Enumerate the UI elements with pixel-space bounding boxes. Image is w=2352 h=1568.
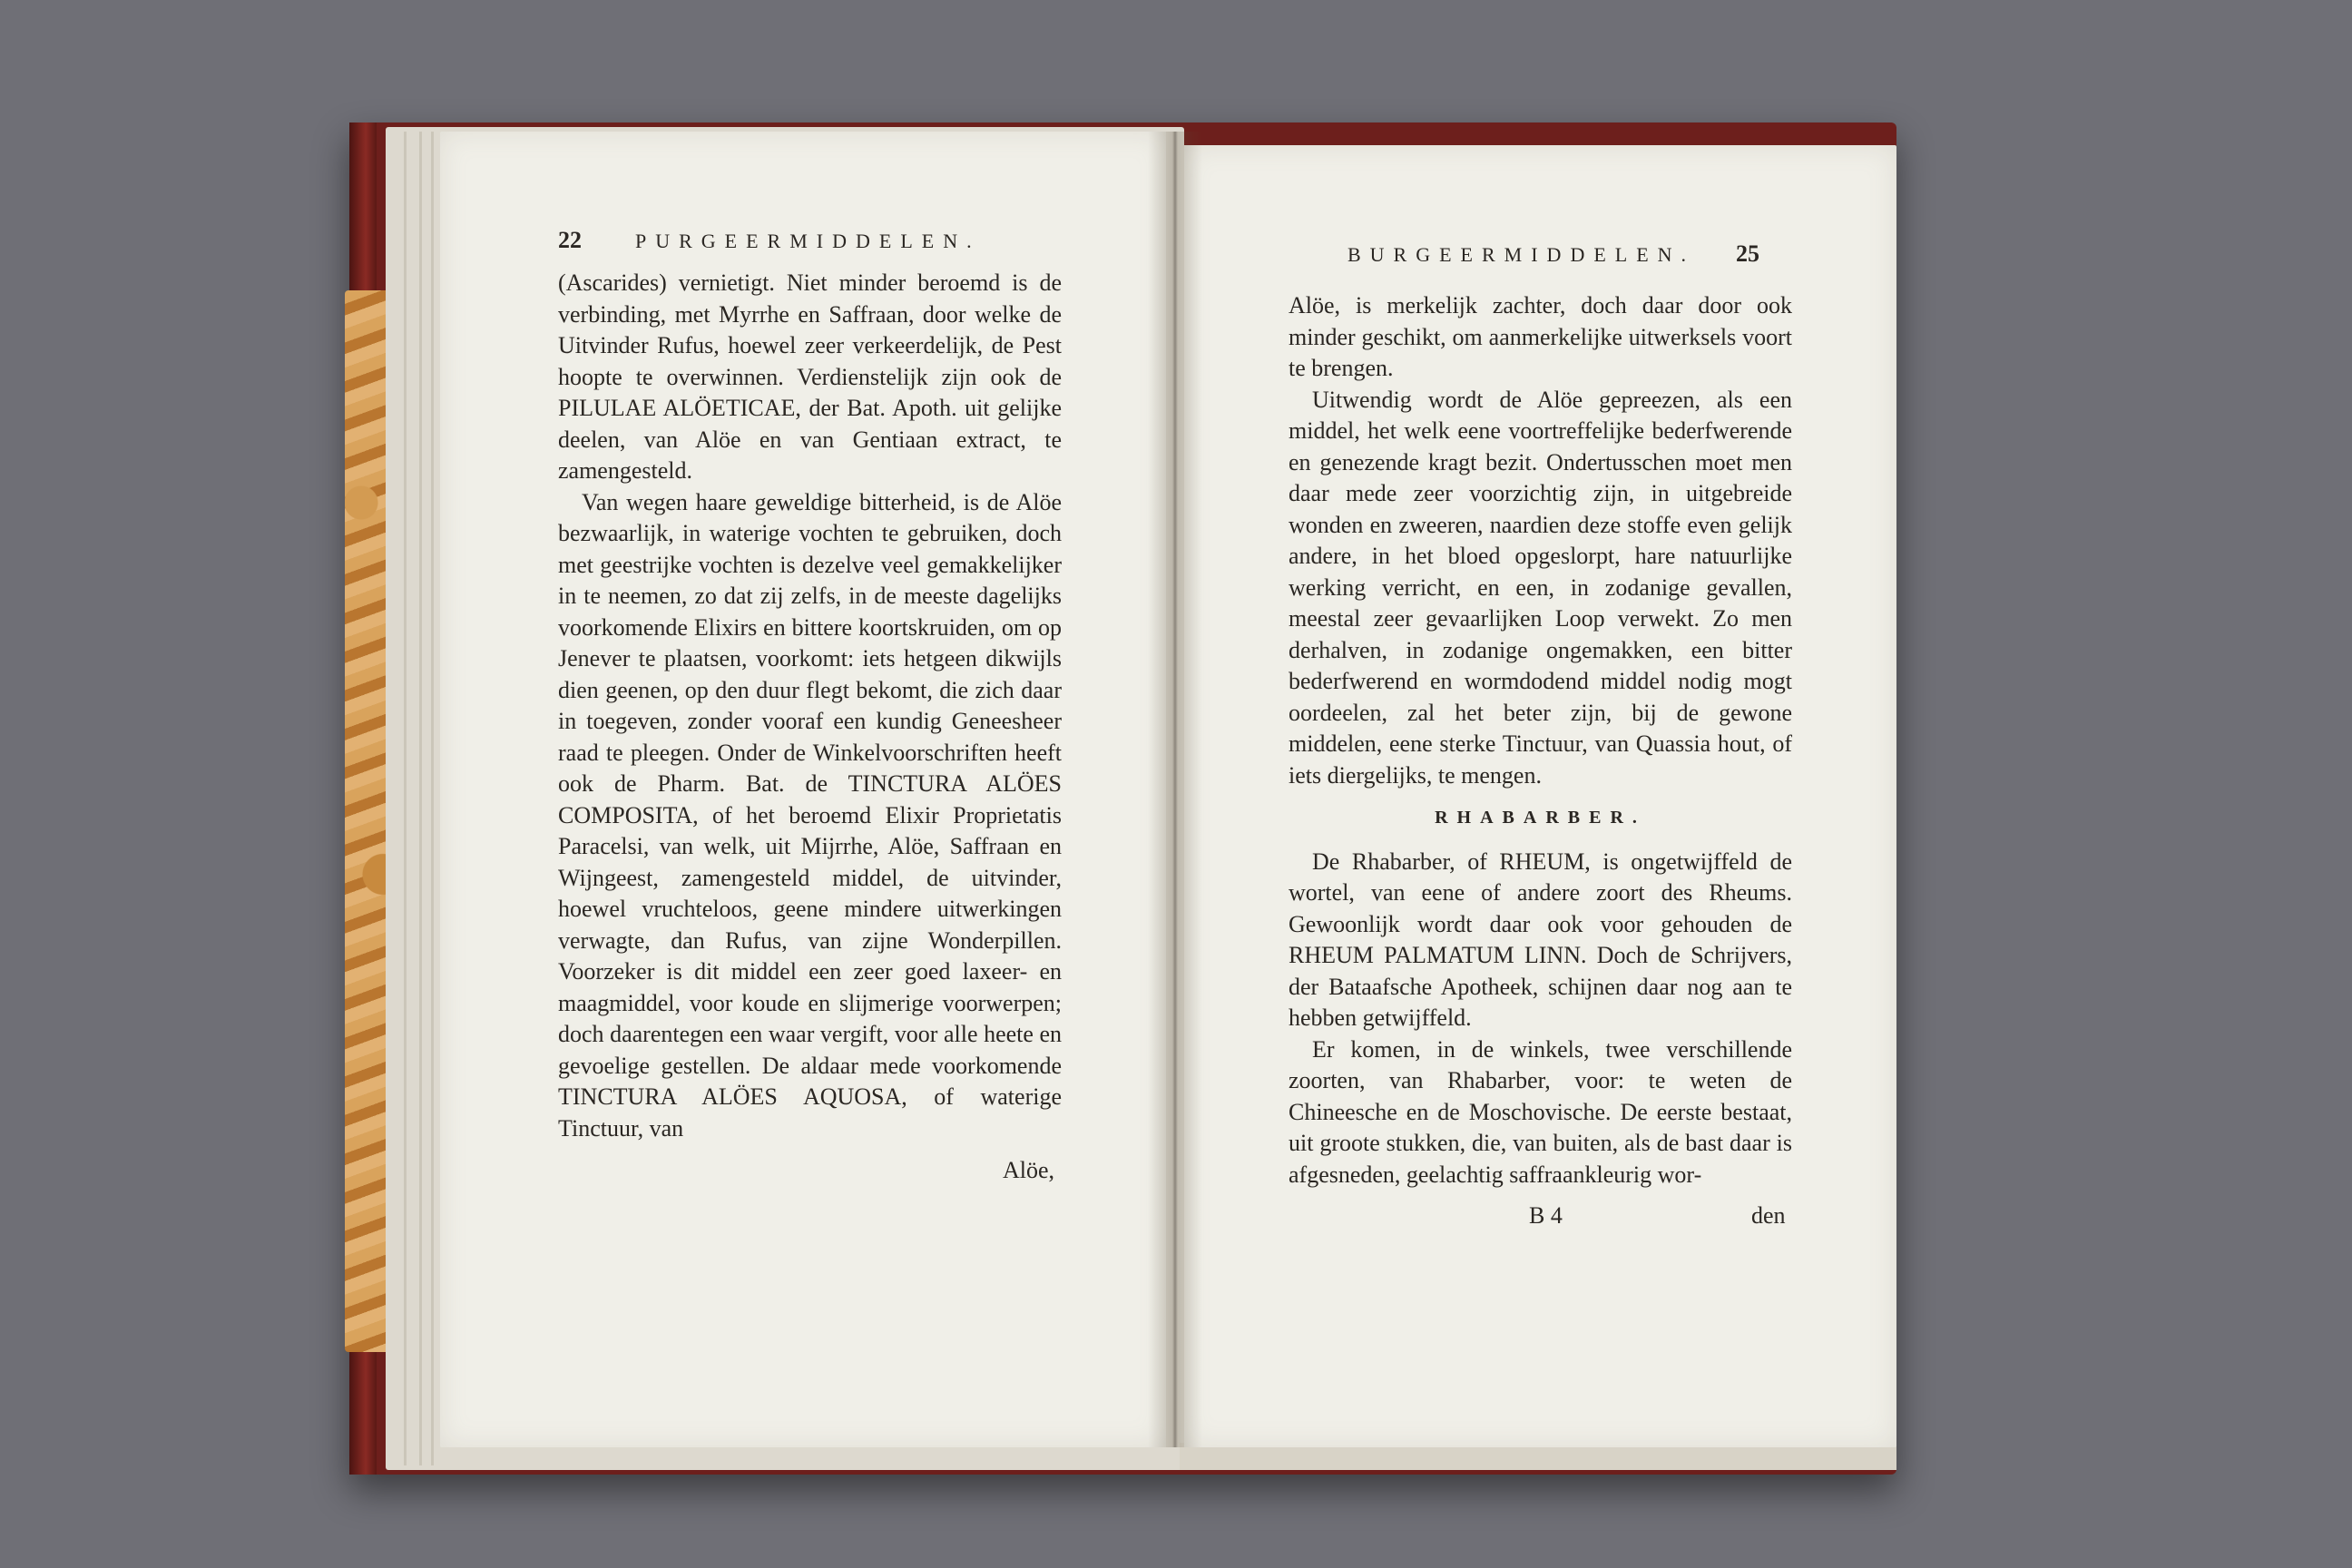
right-running-head: BURGEERMIDDELEN. bbox=[1348, 243, 1696, 266]
left-page bbox=[440, 132, 1166, 1447]
page-edge-line bbox=[431, 132, 434, 1465]
left-page-number: 22 bbox=[558, 227, 582, 253]
right-paragraph-3: De Rhabarber, of RHEUM, is ongetwijffeld de wortel, van eene of andere zoort des Rheums. Gewoonlijk wordt daar ook voor gehouden de RHEUM PALMATUM LINN. Doch de Schrijvers, der Bataafsche Apotheek, schijnen daar nog aan te hebben getwijffeld. bbox=[1289, 848, 1792, 1031]
right-paragraph-4: Er komen, in de winkels, twee verschillende zoorten, van Rhabarber, voor: te weten de Chineesche en de Moschovische. De eerste bestaat, uit groote stukken, die, van buiten, als de bast daar is afgesneden, geelachtig saffraankleurig wor- bbox=[1289, 1035, 1792, 1188]
page-edge-line bbox=[404, 132, 407, 1465]
left-running-header bbox=[558, 227, 981, 258]
right-page bbox=[1184, 145, 1896, 1447]
section-title: RHABARBER. bbox=[1435, 808, 1646, 828]
right-page-number: 25 bbox=[1736, 240, 1760, 267]
left-paragraph-1: (Ascarides) vernietigt. Niet minder beroemd is de verbinding, met Myrrhe en Saffraan, door welke de Uitvinder Rufus, hoewel zeer verkeerdelijk, de Pest hoopte te overwinnen. Verdienstelijk zijn ook de PILULAE ALÖETICAE, der Bat. Apoth. uit gelijke deelen, van Alöe en van Gentiaan extract, te zamengesteld. bbox=[558, 270, 1062, 484]
right-paragraph-1: Alöe, is merkelijk zachter, doch daar door ook minder geschikt, om aanmerkelijke uitwerksels voort te brengen. bbox=[1289, 292, 1792, 381]
page-edge-line bbox=[419, 132, 422, 1465]
right-body-text bbox=[1289, 290, 1792, 1191]
right-catchword: den bbox=[1751, 1202, 1786, 1229]
left-paragraph-2: Van wegen haare geweldige bitterheid, is de Alöe bezwaarlijk, in waterige vochten te gebruiken, doch met geestrijke vochten is dezelve veel gemakkelijker in te neemen, zo dat zij zelfs, in de meeste dagelijks voorkomende Elixirs en bittere koortskruiden, om op Jenever te plaatsen, voorkomt: iets hetgeen dikwijls dien geenen, op den duur flegt bekomt, die zich daar in toegeven, zonder vooraf een kundig Geneesheer raad te pleegen. Onder de Winkelvoorschriften heeft ook de Pharm. Bat. de TINCTURA ALÖES COMPOSITA, of het beroemd Elixir Proprietatis Paracelsi, van welk, uit Mijrrhe, Alöe, Saffraan en Wijngeest, zamengesteld middel, de uitvinder, hoewel vruchteloos, geene mindere uitwerkingen verwagte, dan Rufus, van zijne Wonderpillen. Voorzeker is dit middel een zeer goed laxeer- en maagmiddel, voor koude en slijmerige voorwerpen; doch daarentegen een waar vergift, voor alle heete en gevoelige gestellen. De aldaar mede voorkomende TINCTURA ALÖES AQUOSA, of waterige Tinctuur, van bbox=[558, 488, 1062, 1142]
right-paragraph-2: Uitwendig wordt de Alöe gepreezen, als een middel, het welk eene voortreffelijke bederfwerende en genezende kragt bezit. Ondertusschen moet men daar mede zeer voorzichtig zijn, in uitgebreide wonden en zweeren, naardien deze stoffe even gelijk andere, in het bloed opgeslorpt, hare natuurlijke werking verricht, en een, in zodanige gevallen, meestal zeer gevaarlijken Loop verwekt. Zo men derhalven, in zodanige ongemakken, een bitter bederfwerend en wormdodend middel nodig mogt oordeelen, zal het beter zijn, bij de gewone middelen, eene sterke Tinctuur, van Quassia hout, of iets diergelijks, te mengen. bbox=[1289, 386, 1792, 789]
left-catchword: Alöe, bbox=[1003, 1157, 1055, 1183]
right-running-header bbox=[1348, 240, 1759, 271]
book-gutter bbox=[1148, 132, 1202, 1447]
signature-mark: B 4 bbox=[1529, 1202, 1563, 1229]
left-body-text bbox=[558, 268, 1062, 1144]
left-running-head: PURGEERMIDDELEN. bbox=[635, 230, 981, 252]
